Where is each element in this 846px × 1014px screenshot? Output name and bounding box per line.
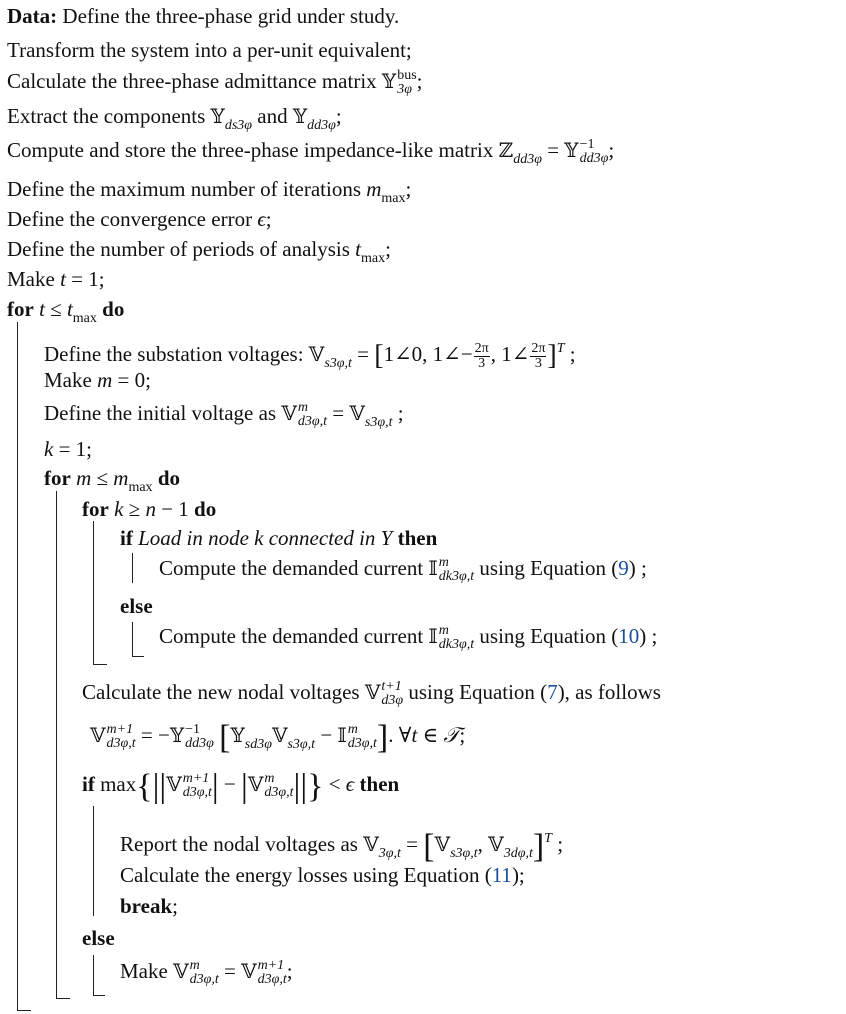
algo-line-else-2: else: [82, 926, 115, 950]
data-keyword: Data:: [7, 4, 58, 28]
algo-line-update-equation: 𝕍 m+1 d3φ,t = −𝕐 −1 dd3φ [𝕐$_{sd3\varphi}$𝕍$_{s3\varphi,t}$ − 𝕀 m d3φ,t ]. ∀t ∈ 𝒯;: [90, 719, 466, 756]
algo-line-for-t: for $t \le t_{max}$ do: [7, 297, 125, 326]
equation-link-7[interactable]: 7: [547, 680, 558, 704]
algo-line-current-eq10: Compute the demanded current 𝕀 m dk3φ,t using Equation (10) ;: [159, 623, 658, 653]
algo-line-data: Data: Define the three-phase grid under study.: [7, 4, 400, 28]
if-convergence-branch-line: [93, 806, 94, 916]
algo-line-initial-voltage: Define the initial voltage as 𝕍 m d3φ,t = 𝕍$_{s3\varphi,t}$ ;: [44, 400, 404, 430]
algo-line-k: k = 1;: [44, 437, 93, 461]
for-m-block-end: [56, 998, 70, 999]
for-k-block-line: [93, 521, 94, 664]
algo-line-new-voltages: Calculate the new nodal voltages 𝕍 t+1 d3φ using Equation (7), as follows: [82, 679, 661, 709]
algo-line-components: Extract the components 𝕐$_{ds3\varphi}$ and 𝕐$_{dd3\varphi}$;: [7, 104, 342, 133]
algo-line-periods: Define the number of periods of analysis $t_{max}$;: [7, 237, 391, 266]
algo-line-if-convergence: if max{||𝕍 m+1 d3φ,t | − |𝕍 m d3φ,t ||} < ϵ then: [82, 768, 400, 805]
algo-line-make-t: Make t = 1;: [7, 267, 105, 291]
else-convergence-branch-end: [93, 995, 105, 996]
algo-line-for-k: for k ≥ n − 1 do: [82, 497, 217, 521]
algo-line-else-1: else: [120, 594, 153, 618]
for-t-block-line: [17, 322, 18, 1010]
equation-link-9[interactable]: 9: [618, 556, 629, 580]
algo-line-impedance: Compute and store the three-phase impedance-like matrix ℤ$_{dd3\varphi}$ = 𝕐 −1 dd3φ ;: [7, 137, 615, 167]
algo-line-current-eq9: Compute the demanded current 𝕀 m dk3φ,t using Equation (9) ;: [159, 555, 647, 585]
algo-line-energy-losses: Calculate the energy losses using Equation (11);: [120, 863, 525, 887]
algo-line-error: Define the convergence error ϵ;: [7, 207, 272, 231]
else-convergence-branch-line: [93, 955, 94, 995]
algo-line-admittance: Calculate the three-phase admittance matrix 𝕐 bus 3φ ;: [7, 68, 423, 98]
algo-line-break: break;: [120, 894, 178, 918]
for-k-block-end: [93, 664, 107, 665]
algo-line-make-m: Make m = 0;: [44, 368, 151, 392]
if-load-branch-line: [132, 553, 133, 583]
algo-line-if-load: if Load in node k connected in Y then: [120, 526, 438, 550]
else-load-branch-line: [132, 622, 133, 656]
for-t-block-end: [17, 1010, 31, 1011]
algo-line-for-m: for $m \le m_{max}$ do: [44, 466, 180, 495]
equation-link-11[interactable]: 11: [491, 863, 512, 887]
algo-line-max-iter: Define the maximum number of iterations $m_{max}$;: [7, 177, 412, 206]
algo-line-make-next: Make 𝕍 m d3φ,t = 𝕍 m+1 d3φ,t ;: [120, 958, 293, 988]
algo-line-per-unit: Transform the system into a per-unit equivalent;: [7, 38, 412, 62]
else-load-branch-end: [132, 656, 144, 657]
equation-link-10[interactable]: 10: [618, 624, 640, 648]
algo-line-substation: Define the substation voltages: 𝕍$_{s3\varphi,t}$ = [1∠0, 1∠− $\frac{2\pi}{3}$ , 1∠ $\frac{2\pi}{3}$ ]$^T$ ;: [44, 340, 576, 371]
algo-line-report: Report the nodal voltages as 𝕍$_{3\varphi,t}$ = [𝕍$_{s3\varphi,t}$, 𝕍$_{3d\varphi,t}$]$^T$ ;: [120, 828, 564, 865]
for-m-block-line: [56, 491, 57, 998]
